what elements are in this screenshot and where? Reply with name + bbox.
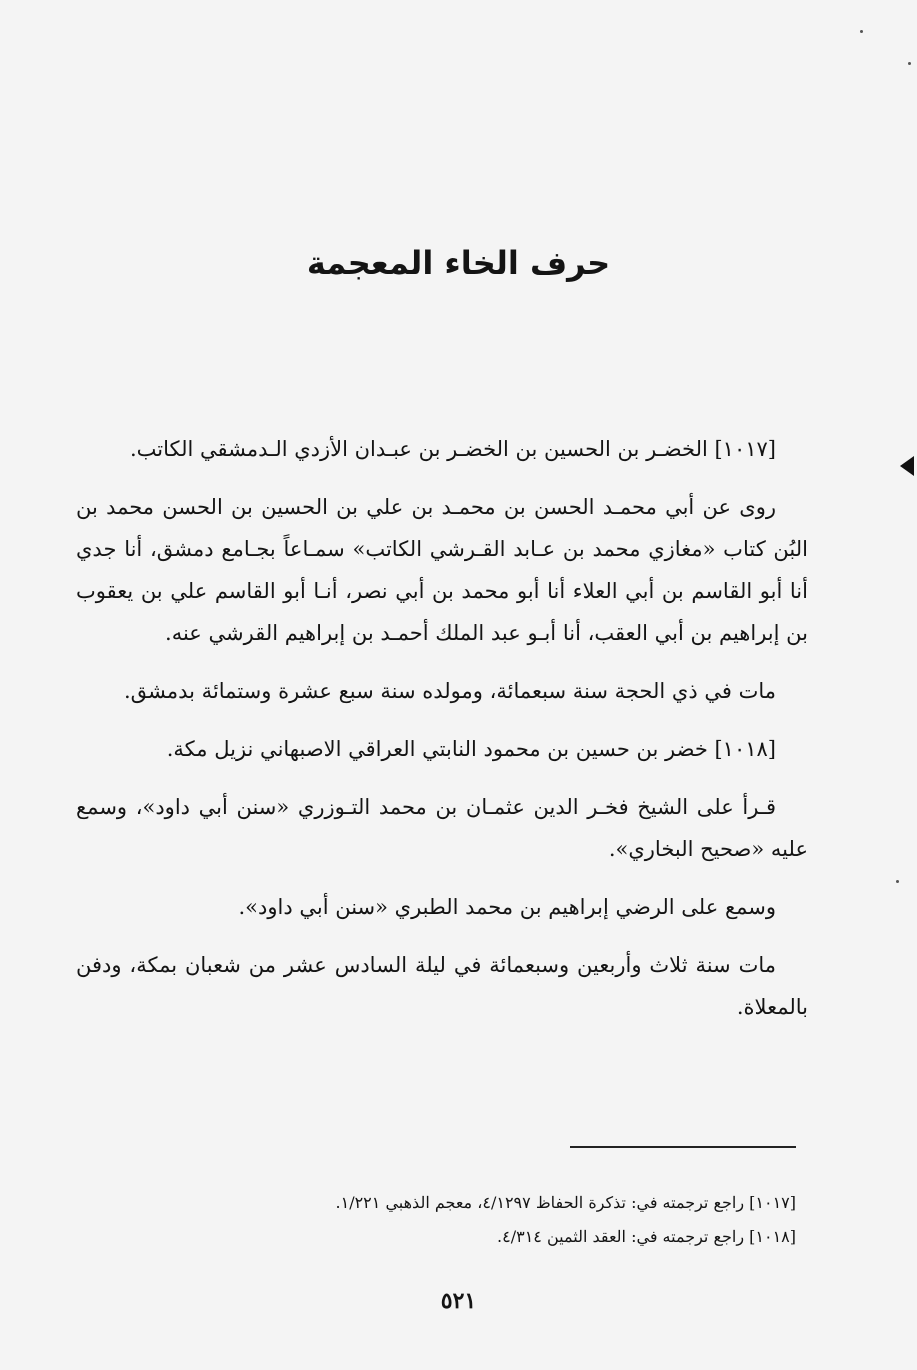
chapter-heading: حرف الخاء المعجمة: [306, 244, 611, 282]
main-text: [76, 428, 808, 1044]
entry-paragraph: مات في ذي الحجة سنة سبعمائة، ومولده سنة سبع عشرة وستمائة بدمشق.: [123, 679, 776, 703]
page-number: ٥٢١: [440, 1288, 477, 1314]
scan-speck: [896, 880, 899, 883]
footnote-divider: [570, 1146, 796, 1148]
entry-paragraph: وسمع على الرضي إبراهيم بن محمد الطبري «سنن أبي داود».: [238, 895, 776, 919]
entry-1017: [76, 428, 808, 712]
scan-speck: [908, 62, 911, 65]
footnote: [١٠١٨] راجع ترجمته في: العقد الثمين ٤/٣١٤.: [497, 1227, 796, 1246]
scan-speck: [860, 30, 863, 33]
footnotes: [200, 1186, 796, 1254]
entry-paragraph: روى عن أبي محمـد الحسن بن محمـد بن علي بن الحسين بن الحسن محمد بن البُن كتاب «مغازي محمد بن عـابد القـرشي الكاتب» سمـاعاً بجـامع دمشق، أنا جدي أنا أبو القاسم بن أبي العلاء أنا أبو محمد بن أبي نصر، أنـا أبو القاسم علي بن يعقوب بن إبراهيم بن أبي العقب، أنا أبـو عبد الملك أحمـد بن إبراهيم القرشي عنه.: [76, 495, 808, 645]
entry-title: [١٠١٧] الخضـر بن الحسين بن الخضـر بن عبـدان الأزدي الـدمشقي الكاتب.: [129, 437, 776, 461]
entry-1018: [76, 728, 808, 1028]
margin-ink-mark: [900, 456, 914, 476]
footnote: [١٠١٧] راجع ترجمته في: تذكرة الحفاظ ٤/١٢٩٧، معجم الذهبي ١/٢٢١.: [335, 1193, 796, 1212]
entry-title: [١٠١٨] خضر بن حسين بن محمود النابتي العراقي الاصبهاني نزيل مكة.: [166, 737, 776, 761]
entry-paragraph: مات سنة ثلاث وأربعين وسبعمائة في ليلة السادس عشر من شعبان بمكة، ودفن بالمعلاة.: [76, 953, 808, 1019]
entry-paragraph: قـرأ على الشيخ فخـر الدين عثمـان بن محمد التـوزري «سنن أبي داود»، وسمع عليه «صحيح البخاري».: [76, 795, 808, 861]
